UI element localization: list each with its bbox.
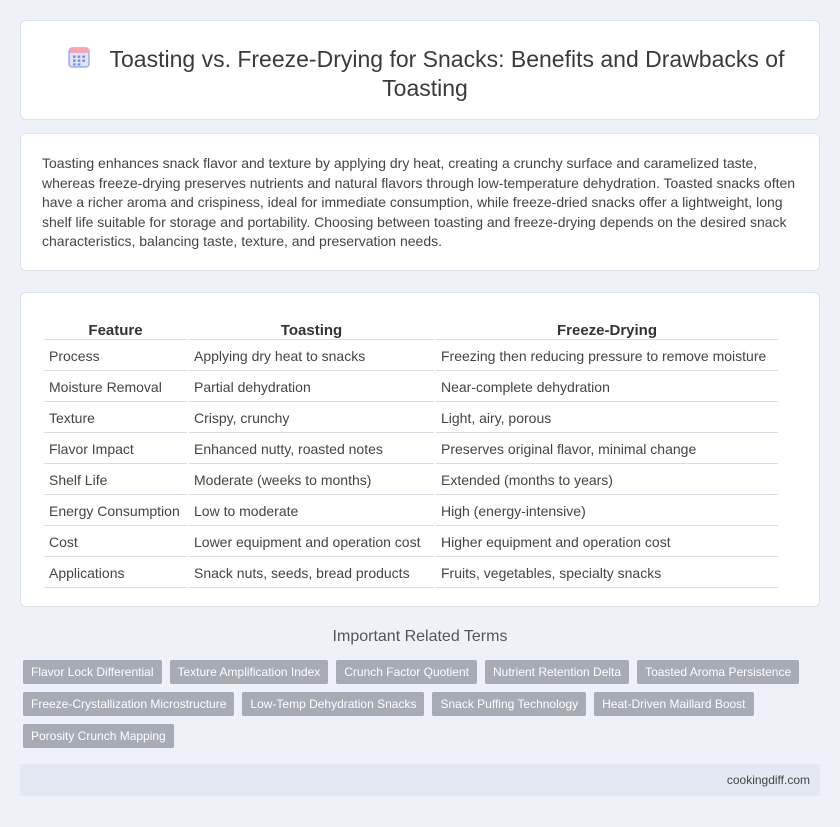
- related-term-tag[interactable]: Nutrient Retention Delta: [485, 660, 629, 684]
- footer-site-link[interactable]: cookingdiff.com: [726, 773, 810, 787]
- table-row: [44, 342, 778, 371]
- cell-toasting: Snack nuts, seeds, bread products: [189, 559, 434, 588]
- cell-freeze-drying: Freezing then reducing pressure to remove moisture: [436, 342, 778, 371]
- related-term-tag[interactable]: Flavor Lock Differential: [23, 660, 162, 684]
- related-term-tag[interactable]: Low-Temp Dehydration Snacks: [242, 692, 424, 716]
- related-term-tag[interactable]: Toasted Aroma Persistence: [637, 660, 799, 684]
- cell-feature: Texture: [44, 404, 187, 433]
- footer: [20, 764, 820, 796]
- title-card: [20, 20, 820, 120]
- cell-toasting: Partial dehydration: [189, 373, 434, 402]
- cell-feature: Energy Consumption: [44, 497, 187, 526]
- related-terms-heading: Important Related Terms: [332, 628, 508, 645]
- table-row: [44, 559, 778, 588]
- intro-card: [20, 133, 820, 271]
- cell-freeze-drying: High (energy-intensive): [436, 497, 778, 526]
- table-row: [44, 404, 778, 433]
- header-freeze-drying: Freeze-Drying: [436, 317, 778, 340]
- cell-feature: Process: [44, 342, 187, 371]
- related-term-tag[interactable]: Freeze-Crystallization Microstructure: [23, 692, 234, 716]
- related-term-tag[interactable]: Snack Puffing Technology: [432, 692, 586, 716]
- table-row: [44, 373, 778, 402]
- cell-toasting: Enhanced nutty, roasted notes: [189, 435, 434, 464]
- table-row: [44, 466, 778, 495]
- related-term-tag[interactable]: Crunch Factor Quotient: [336, 660, 477, 684]
- comparison-card: [20, 292, 820, 607]
- cell-feature: Moisture Removal: [44, 373, 187, 402]
- cell-freeze-drying: Preserves original flavor, minimal change: [436, 435, 778, 464]
- related-term-tag[interactable]: Porosity Crunch Mapping: [23, 724, 174, 748]
- table-row: [44, 528, 778, 557]
- title-text: Toasting vs. Freeze-Drying for Snacks: Benefits and Drawbacks of Toasting: [109, 46, 785, 101]
- table-row: [44, 435, 778, 464]
- calendar-icon: [66, 44, 92, 70]
- table-header-row: [44, 317, 778, 340]
- cell-freeze-drying: Higher equipment and operation cost: [436, 528, 778, 557]
- header-feature: Feature: [44, 317, 187, 340]
- cell-feature: Flavor Impact: [44, 435, 187, 464]
- page-title: [51, 44, 799, 103]
- cell-toasting: Applying dry heat to snacks: [189, 342, 434, 371]
- cell-freeze-drying: Light, airy, porous: [436, 404, 778, 433]
- comparison-table: [42, 315, 780, 590]
- cell-toasting: Lower equipment and operation cost: [189, 528, 434, 557]
- cell-toasting: Low to moderate: [189, 497, 434, 526]
- header-toasting: Toasting: [189, 317, 434, 340]
- cell-toasting: Moderate (weeks to months): [189, 466, 434, 495]
- cell-feature: Applications: [44, 559, 187, 588]
- cell-feature: Cost: [44, 528, 187, 557]
- cell-feature: Shelf Life: [44, 466, 187, 495]
- related-terms-list: [23, 660, 803, 748]
- related-term-tag[interactable]: Texture Amplification Index: [170, 660, 329, 684]
- table-row: [44, 497, 778, 526]
- intro-paragraph: Toasting enhances snack flavor and texture by applying dry heat, creating a crunchy surface and caramelized taste, whereas freeze-drying preserves nutrients and natural flavors through low-temperature dehydration. Toasted snacks often have a richer aroma and crispiness, ideal for immediate consumption, while freeze-dried snacks offer a lightweight, long shelf life suitable for storage and portability. Choosing between toasting and freeze-drying depends on the desired snack characteristics, balancing taste, texture, and preservation needs.: [42, 155, 796, 250]
- cell-toasting: Crispy, crunchy: [189, 404, 434, 433]
- related-term-tag[interactable]: Heat-Driven Maillard Boost: [594, 692, 753, 716]
- cell-freeze-drying: Near-complete dehydration: [436, 373, 778, 402]
- cell-freeze-drying: Fruits, vegetables, specialty snacks: [436, 559, 778, 588]
- cell-freeze-drying: Extended (months to years): [436, 466, 778, 495]
